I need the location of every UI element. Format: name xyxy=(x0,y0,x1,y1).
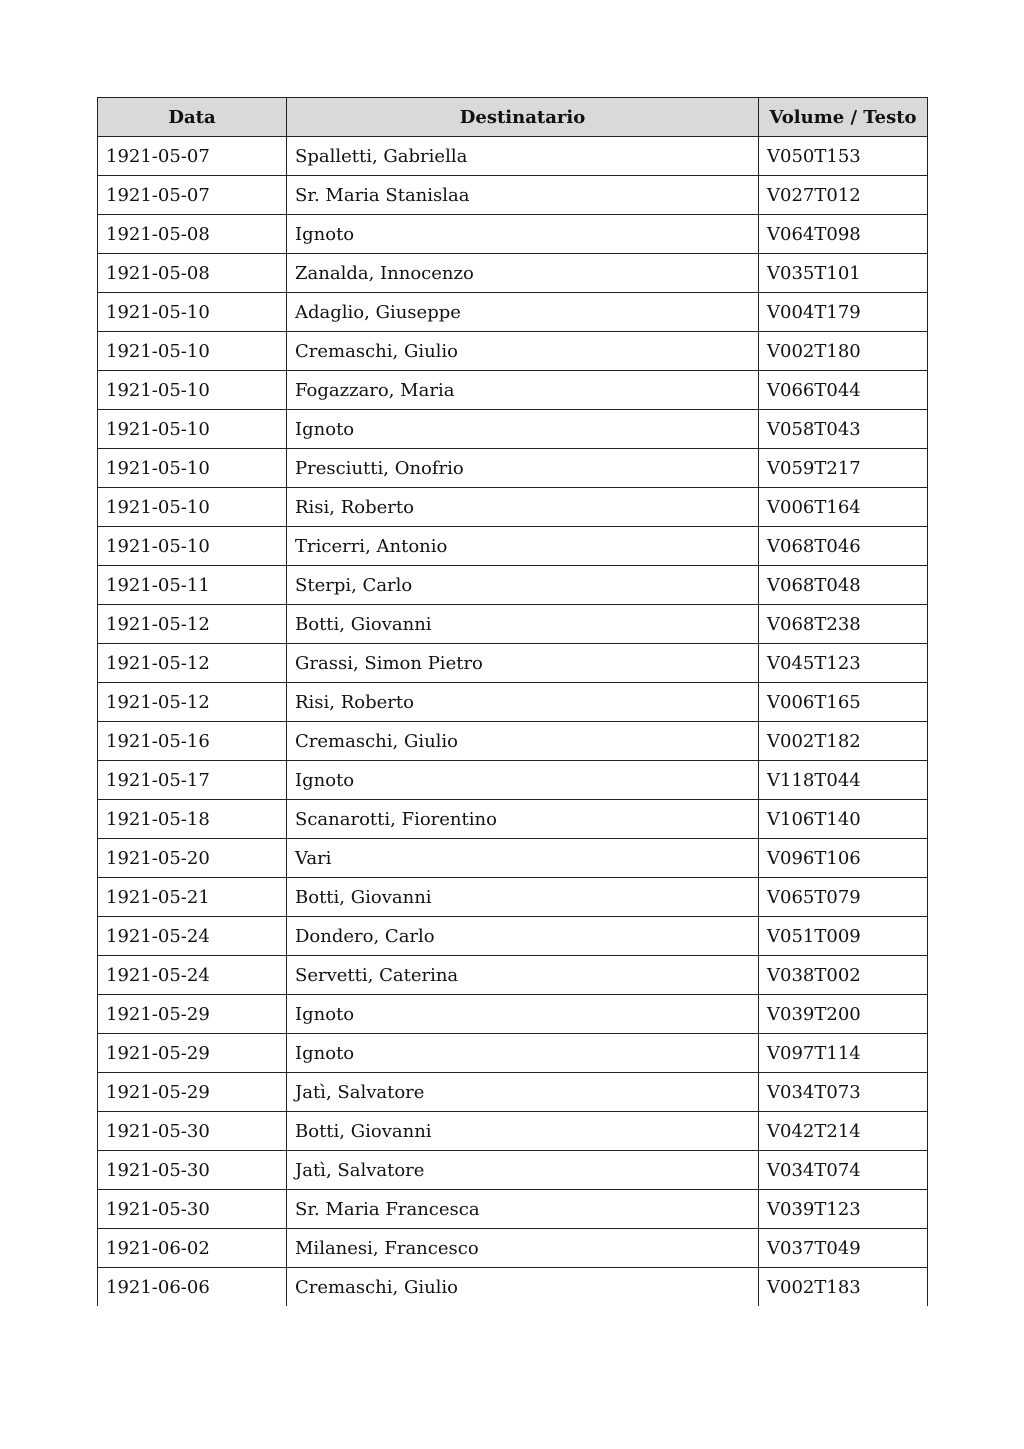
cell-recipient: Botti, Giovanni xyxy=(287,1112,759,1151)
cell-volume: V034T074 xyxy=(759,1151,928,1190)
cell-date: 1921-05-07 xyxy=(98,137,287,176)
cell-recipient: Servetti, Caterina xyxy=(287,956,759,995)
cell-recipient: Botti, Giovanni xyxy=(287,878,759,917)
table-row xyxy=(98,1190,928,1229)
table-row xyxy=(98,800,928,839)
cell-volume: V039T123 xyxy=(759,1190,928,1229)
cell-date: 1921-05-29 xyxy=(98,995,287,1034)
cell-date: 1921-05-16 xyxy=(98,722,287,761)
cell-date: 1921-05-30 xyxy=(98,1151,287,1190)
table-row xyxy=(98,956,928,995)
cell-volume: V037T049 xyxy=(759,1229,928,1268)
cell-recipient: Risi, Roberto xyxy=(287,683,759,722)
cell-recipient: Fogazzaro, Maria xyxy=(287,371,759,410)
cell-recipient: Ignoto xyxy=(287,215,759,254)
table-row xyxy=(98,1151,928,1190)
cell-recipient: Tricerri, Antonio xyxy=(287,527,759,566)
cell-recipient: Dondero, Carlo xyxy=(287,917,759,956)
cell-date: 1921-05-30 xyxy=(98,1112,287,1151)
cell-recipient: Botti, Giovanni xyxy=(287,605,759,644)
cell-date: 1921-05-18 xyxy=(98,800,287,839)
cell-date: 1921-05-08 xyxy=(98,254,287,293)
table-row xyxy=(98,683,928,722)
cell-volume: V039T200 xyxy=(759,995,928,1034)
cell-date: 1921-05-10 xyxy=(98,449,287,488)
table-row xyxy=(98,254,928,293)
cell-recipient: Cremaschi, Giulio xyxy=(287,1268,759,1307)
letters-table xyxy=(97,97,928,1306)
cell-volume: V068T046 xyxy=(759,527,928,566)
cell-date: 1921-05-11 xyxy=(98,566,287,605)
cell-volume: V065T079 xyxy=(759,878,928,917)
cell-volume: V066T044 xyxy=(759,371,928,410)
cell-volume: V002T180 xyxy=(759,332,928,371)
cell-recipient: Presciutti, Onofrio xyxy=(287,449,759,488)
cell-volume: V027T012 xyxy=(759,176,928,215)
table-row xyxy=(98,761,928,800)
cell-recipient: Jatì, Salvatore xyxy=(287,1151,759,1190)
cell-volume: V004T179 xyxy=(759,293,928,332)
table-row xyxy=(98,527,928,566)
cell-date: 1921-05-20 xyxy=(98,839,287,878)
cell-volume: V064T098 xyxy=(759,215,928,254)
cell-volume: V058T043 xyxy=(759,410,928,449)
cell-volume: V068T238 xyxy=(759,605,928,644)
table-row xyxy=(98,566,928,605)
table-row xyxy=(98,371,928,410)
cell-volume: V096T106 xyxy=(759,839,928,878)
cell-recipient: Ignoto xyxy=(287,1034,759,1073)
cell-recipient: Sr. Maria Francesca xyxy=(287,1190,759,1229)
cell-date: 1921-05-07 xyxy=(98,176,287,215)
table-row xyxy=(98,917,928,956)
cell-date: 1921-05-08 xyxy=(98,215,287,254)
table-row xyxy=(98,449,928,488)
cell-recipient: Cremaschi, Giulio xyxy=(287,332,759,371)
cell-date: 1921-05-29 xyxy=(98,1034,287,1073)
table-header xyxy=(98,98,928,137)
table-row xyxy=(98,215,928,254)
table-row xyxy=(98,722,928,761)
cell-date: 1921-05-10 xyxy=(98,332,287,371)
cell-date: 1921-05-24 xyxy=(98,956,287,995)
cell-volume: V042T214 xyxy=(759,1112,928,1151)
cell-volume: V006T164 xyxy=(759,488,928,527)
cell-date: 1921-06-06 xyxy=(98,1268,287,1307)
cell-recipient: Ignoto xyxy=(287,761,759,800)
cell-volume: V118T044 xyxy=(759,761,928,800)
cell-volume: V045T123 xyxy=(759,644,928,683)
cell-volume: V034T073 xyxy=(759,1073,928,1112)
cell-volume: V002T183 xyxy=(759,1268,928,1307)
cell-date: 1921-05-24 xyxy=(98,917,287,956)
cell-date: 1921-05-12 xyxy=(98,683,287,722)
cell-date: 1921-05-10 xyxy=(98,488,287,527)
table-row xyxy=(98,410,928,449)
cell-date: 1921-05-10 xyxy=(98,527,287,566)
header-date: Data xyxy=(98,98,287,137)
cell-volume: V106T140 xyxy=(759,800,928,839)
cell-recipient: Vari xyxy=(287,839,759,878)
header-volume: Volume / Testo xyxy=(759,98,928,137)
table-row xyxy=(98,839,928,878)
table-row xyxy=(98,605,928,644)
cell-date: 1921-05-10 xyxy=(98,371,287,410)
cell-recipient: Risi, Roberto xyxy=(287,488,759,527)
table-row xyxy=(98,1229,928,1268)
cell-date: 1921-05-21 xyxy=(98,878,287,917)
cell-recipient: Ignoto xyxy=(287,410,759,449)
table-body xyxy=(98,137,928,1307)
cell-volume: V002T182 xyxy=(759,722,928,761)
table-row xyxy=(98,1073,928,1112)
table-row xyxy=(98,176,928,215)
cell-recipient: Sterpi, Carlo xyxy=(287,566,759,605)
cell-date: 1921-06-02 xyxy=(98,1229,287,1268)
cell-recipient: Ignoto xyxy=(287,995,759,1034)
cell-recipient: Scanarotti, Fiorentino xyxy=(287,800,759,839)
header-recipient: Destinatario xyxy=(287,98,759,137)
cell-recipient: Jatì, Salvatore xyxy=(287,1073,759,1112)
cell-date: 1921-05-12 xyxy=(98,605,287,644)
table-row xyxy=(98,878,928,917)
cell-recipient: Cremaschi, Giulio xyxy=(287,722,759,761)
cell-date: 1921-05-10 xyxy=(98,410,287,449)
cell-date: 1921-05-30 xyxy=(98,1190,287,1229)
table-row xyxy=(98,293,928,332)
cell-volume: V059T217 xyxy=(759,449,928,488)
cell-date: 1921-05-17 xyxy=(98,761,287,800)
cell-date: 1921-05-10 xyxy=(98,293,287,332)
table-row xyxy=(98,1034,928,1073)
cell-volume: V068T048 xyxy=(759,566,928,605)
header-row xyxy=(98,98,928,137)
table-row xyxy=(98,1268,928,1307)
cell-recipient: Sr. Maria Stanislaa xyxy=(287,176,759,215)
cell-recipient: Milanesi, Francesco xyxy=(287,1229,759,1268)
cell-volume: V097T114 xyxy=(759,1034,928,1073)
cell-recipient: Spalletti, Gabriella xyxy=(287,137,759,176)
table-row xyxy=(98,488,928,527)
table-row xyxy=(98,332,928,371)
table-row xyxy=(98,644,928,683)
cell-recipient: Adaglio, Giuseppe xyxy=(287,293,759,332)
cell-volume: V038T002 xyxy=(759,956,928,995)
cell-volume: V050T153 xyxy=(759,137,928,176)
cell-recipient: Grassi, Simon Pietro xyxy=(287,644,759,683)
cell-date: 1921-05-29 xyxy=(98,1073,287,1112)
cell-volume: V035T101 xyxy=(759,254,928,293)
cell-date: 1921-05-12 xyxy=(98,644,287,683)
table-row xyxy=(98,137,928,176)
table-row xyxy=(98,995,928,1034)
cell-volume: V006T165 xyxy=(759,683,928,722)
cell-volume: V051T009 xyxy=(759,917,928,956)
cell-recipient: Zanalda, Innocenzo xyxy=(287,254,759,293)
table-row xyxy=(98,1112,928,1151)
